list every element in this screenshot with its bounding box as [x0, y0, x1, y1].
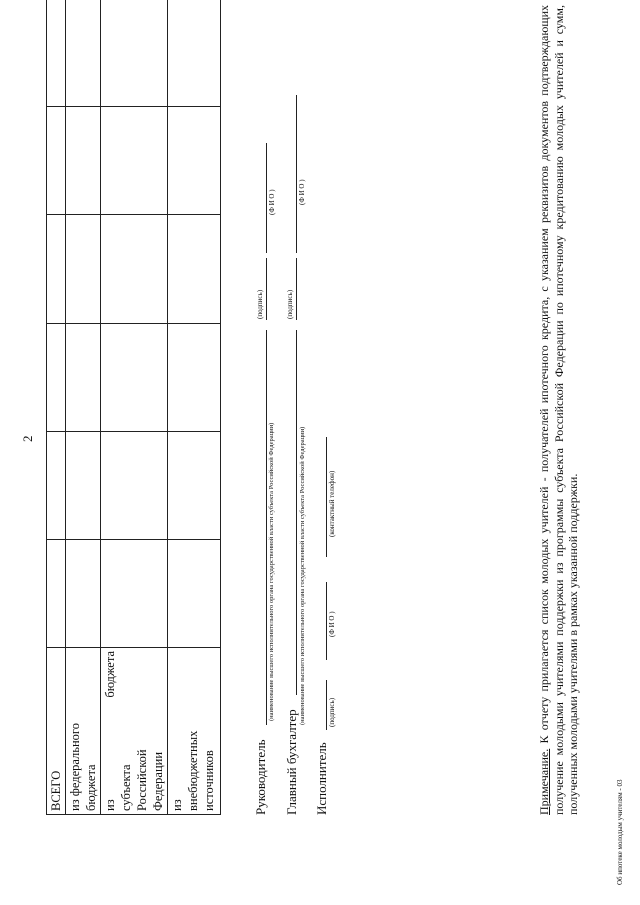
table-cell — [66, 539, 101, 647]
table-cell — [168, 0, 221, 107]
table-cell — [168, 431, 221, 539]
head-org-caption: (наименование высшего исполнительного органа государственной власти субъекта Российской Федерации) — [268, 422, 275, 721]
accountant-org-caption: (наименование высшего исполнительного органа государственной власти субъекта Российской Федерации) — [299, 426, 306, 725]
label-line: бюджета — [84, 764, 98, 811]
table-cell — [66, 431, 101, 539]
report-table — [46, 0, 221, 815]
executor-fio-line — [326, 582, 327, 660]
label-word: бюджета — [103, 651, 117, 698]
table-cell — [101, 107, 168, 215]
table-row-total — [47, 0, 66, 815]
accountant-label: Главный бухгалтер — [284, 709, 299, 815]
label-line: Российской — [135, 749, 149, 811]
head-label: Руководитель — [253, 739, 268, 815]
table-cell — [47, 107, 66, 215]
executor-phone-caption: (контактный телефон) — [328, 470, 336, 537]
table-row-extrabudget — [168, 0, 221, 815]
table-cell — [47, 215, 66, 323]
table-cell — [101, 323, 168, 431]
table-cell — [168, 323, 221, 431]
table-row-federal — [66, 0, 101, 815]
table-cell — [47, 323, 66, 431]
row-label-regional — [101, 648, 168, 815]
table-cell — [101, 215, 168, 323]
row-label-extrabudget — [168, 648, 221, 815]
label-line: источников — [202, 750, 216, 811]
label-line: субъекта — [119, 764, 133, 811]
footer-text: Об ипотеке молодым учителям - 03 — [616, 779, 624, 885]
table-cell — [47, 0, 66, 107]
executor-label: Исполнитель — [314, 742, 329, 815]
table-cell — [66, 323, 101, 431]
note-paragraph — [537, 5, 581, 815]
table-cell — [66, 0, 101, 107]
label-line: Федерации — [151, 751, 165, 811]
table-cell — [168, 215, 221, 323]
note-label: Примечание. — [537, 748, 551, 815]
accountant-org-line — [296, 330, 297, 695]
executor-fio-caption: (Ф И О ) — [328, 611, 336, 637]
table-cell — [66, 215, 101, 323]
accountant-fio-line — [296, 95, 297, 253]
label-line — [102, 651, 118, 811]
table-cell — [101, 539, 168, 647]
executor-sign-caption: (подпись) — [328, 697, 336, 727]
head-org-line — [266, 330, 267, 725]
table-cell — [47, 539, 66, 647]
label-word: из — [103, 799, 117, 811]
page-number: 2 — [20, 435, 35, 442]
table-cell — [168, 539, 221, 647]
head-fio-caption: (Ф И О ) — [268, 189, 276, 215]
table-row-regional — [101, 0, 168, 815]
table-cell — [101, 0, 168, 107]
accountant-sign-line — [296, 258, 297, 320]
executor-sign-line — [326, 680, 327, 730]
table-cell — [101, 431, 168, 539]
table-cell — [66, 107, 101, 215]
accountant-sign-caption: (подпись) — [286, 289, 294, 319]
head-sign-line — [266, 258, 267, 320]
label-line: из — [170, 799, 184, 811]
note-text: К отчету прилагается список молодых учителей - получателей ипотечного кредита, с указанием реквизитов документов подтверждающих получение молодыми учителями поддержки из программы субъекта Российской Федерации по ипотечному кредитованию молодых учителей и сумм, полученных молодыми учителями в рамках указанной поддержки. — [537, 5, 580, 815]
accountant-fio-caption: (Ф И О ) — [298, 179, 306, 205]
table-cell — [47, 431, 66, 539]
row-label-total: ВСЕГО — [47, 648, 66, 815]
label-line: внебюджетных — [186, 730, 200, 811]
label-line: из федерального — [68, 723, 82, 811]
executor-phone-line — [326, 437, 327, 557]
table-cell — [168, 107, 221, 215]
row-label-federal — [66, 648, 101, 815]
head-fio-line — [266, 143, 267, 253]
head-sign-caption: (подпись) — [256, 289, 264, 319]
